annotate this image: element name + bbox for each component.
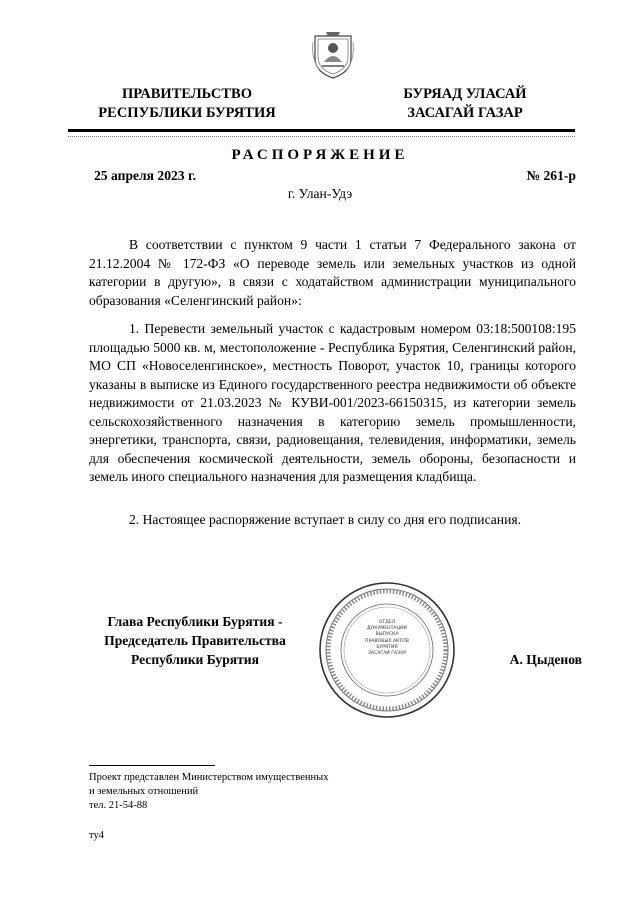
preamble-paragraph: В соответствии с пунктом 9 части 1 статьи 7 Федерального закона от 21.12.2004 № 172-ФЗ «О переводе земель или земельных участков из одной категории в другую», в связи с ходатайством администрации муниципального образования «Селенгинский район»: xyxy=(89,237,576,308)
document-date: 25 апреля 2023 г. xyxy=(94,168,197,183)
header-left-line2: РЕСПУБЛИКИ БУРЯТИЯ xyxy=(98,105,276,121)
seal-text: ВЫПУСКА xyxy=(375,632,399,638)
header-right-line2: ЗАСАГАЙ ГАЗАР xyxy=(407,105,523,121)
footer-line1: Проект представлен Министерством имущественных xyxy=(89,772,329,783)
header-left-line1: ПРАВИТЕЛЬСТВО xyxy=(122,86,252,102)
document-city: г. Улан-Удэ xyxy=(287,186,353,201)
header-divider xyxy=(68,129,575,132)
seal-text: ПРАВОВЫХ АКТОВ xyxy=(365,638,409,644)
coat-of-arms-icon xyxy=(311,28,355,80)
footer-line3: тел. 21-54-88 xyxy=(89,800,148,811)
footer-code: ту4 xyxy=(89,830,104,841)
signatory-title-line2: Председатель Правительства xyxy=(104,633,286,648)
seal-text: ДОКУМЕНТАЦИИ xyxy=(367,626,407,632)
signatory-name: А. Цыденов xyxy=(509,652,582,667)
document-type-title: РАСПОРЯЖЕНИЕ xyxy=(231,147,409,163)
footnote-divider xyxy=(89,765,215,766)
signatory-title-line3: Республики Бурятия xyxy=(130,652,259,667)
item-1-paragraph: 1. Перевести земельный участок с кадастровым номером 03:18:500108:195 площадью 5000 кв. м, местоположение - Республика Бурятия, Селенгинский район, МО СП «Новоселенгинское», местность Поворот, участок 10, границы которого указаны в выписке из Единого государственного реестра недвижимости об объекте недвижимости от 21.03.2023 № КУВИ-001/2023-66150315, из категории земель сельскохозяйственного назначения в категорию земель промышленности, энергетики, транспорта, связи, радиовещания, телевидения, информатики, земель для обеспечения космической деятельности, земель обороны, безопасности и земель иного специального назначения для размещения кладбища. xyxy=(89,321,576,484)
item-2-paragraph: 2. Настоящее распоряжение вступает в силу со дня его подписания. xyxy=(129,512,522,527)
header-right-line1: БУРЯАД УЛАСАЙ xyxy=(403,86,527,102)
seal-text: ЗАСАГАЙ ГАЗАР xyxy=(367,651,407,657)
header-divider-dotted xyxy=(68,136,575,137)
official-seal-icon xyxy=(317,580,457,720)
footer-line2: и земельных отношений xyxy=(89,786,199,797)
seal-text: БУРЯТИЯ xyxy=(376,644,398,650)
seal-text: ОТДЕЛ xyxy=(378,620,396,625)
signatory-title-line1: Глава Республики Бурятия - xyxy=(107,614,283,629)
document-number: № 261-р xyxy=(526,168,576,183)
